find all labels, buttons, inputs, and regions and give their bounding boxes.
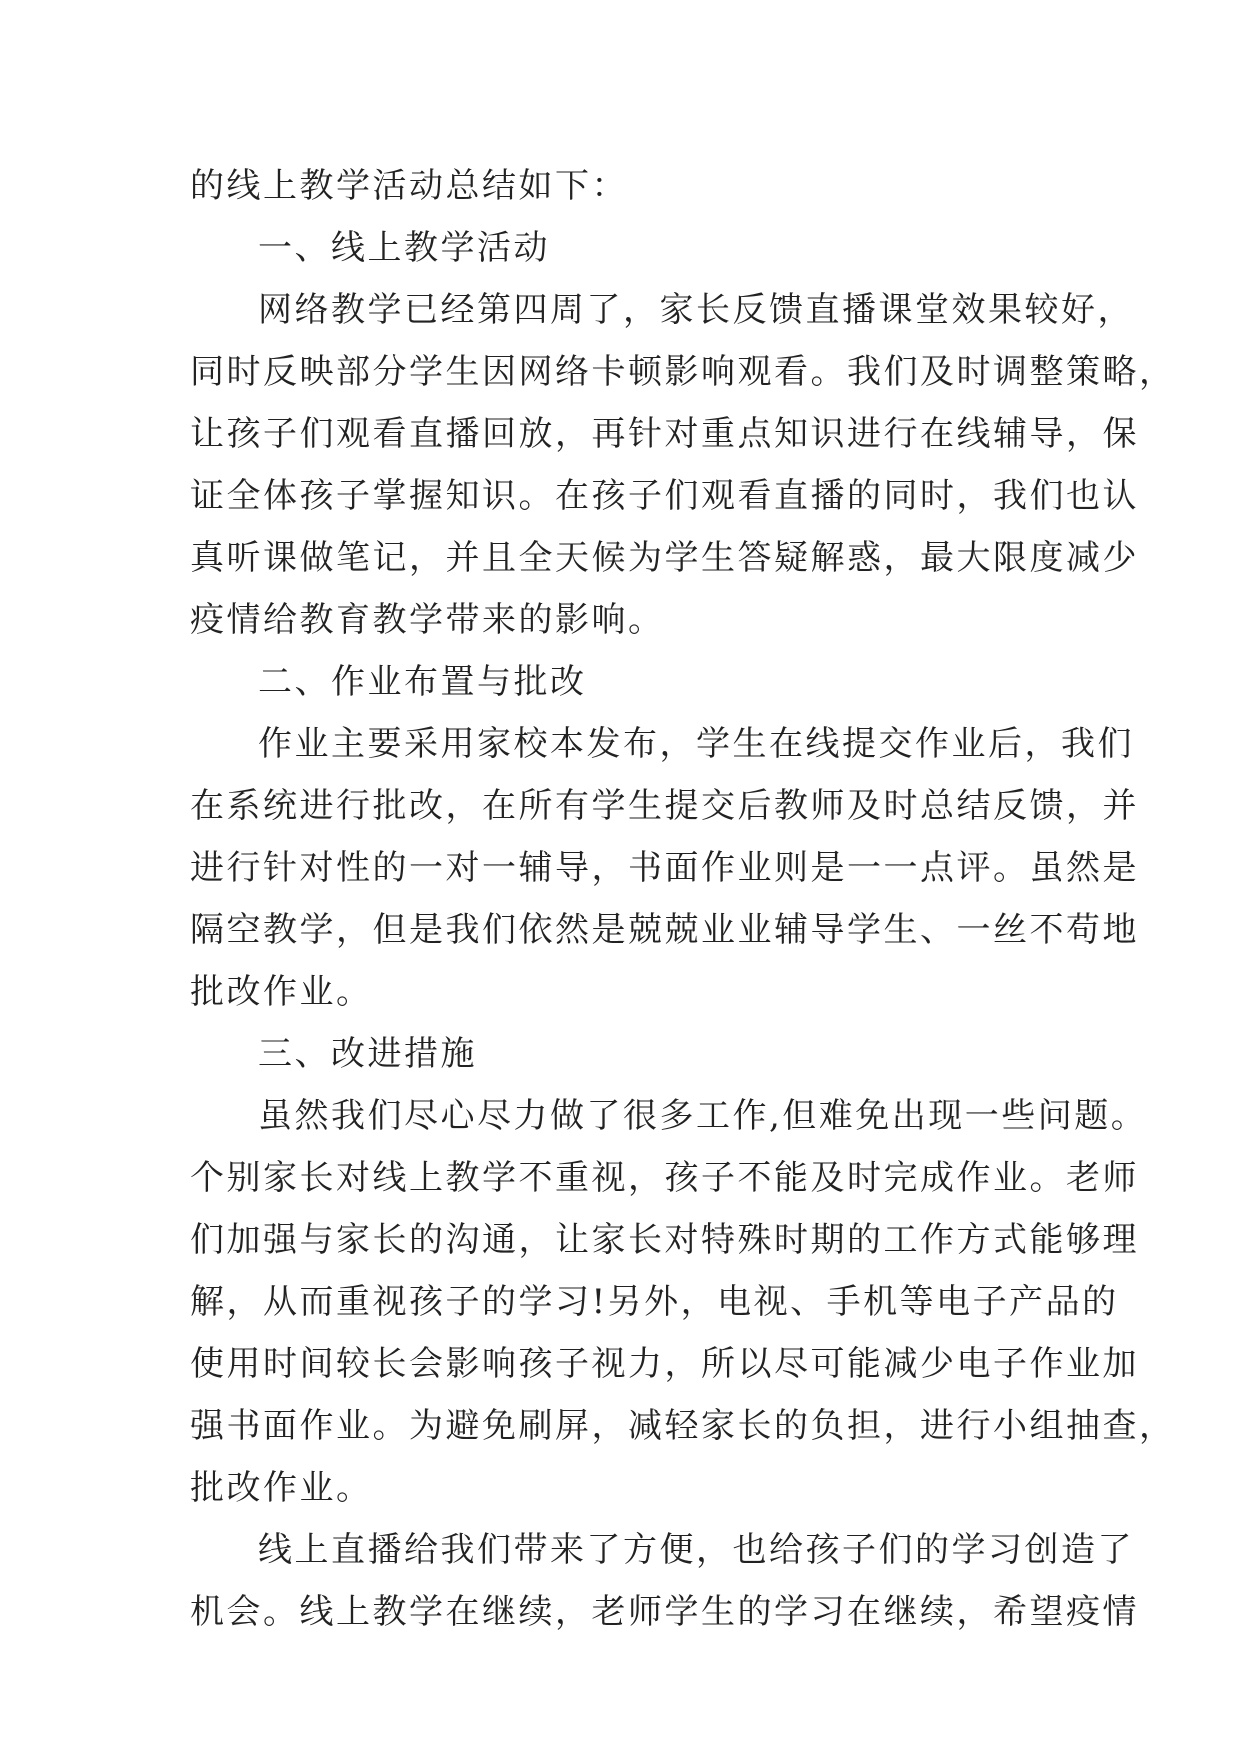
text-line: 线上直播给我们带来了方便，也给孩子们的学习创造了	[258, 1530, 1134, 1570]
section-heading-2	[190, 651, 1060, 713]
text-line: 让孩子们观看直播回放，再针对重点知识进行在线辅导，保	[190, 414, 1139, 454]
paragraph-homework	[190, 713, 1139, 1023]
paragraph-closing	[190, 1519, 1139, 1643]
text-line: 批改作业。	[190, 972, 373, 1012]
text-line: 的线上教学活动总结如下：	[190, 166, 628, 206]
text-line: 真听课做笔记，并且全天候为学生答疑解惑，最大限度减少	[190, 538, 1139, 578]
text-line: 网络教学已经第四周了，家长反馈直播课堂效果较好，	[258, 290, 1134, 330]
text-line: 强书面作业。为避免刷屏，减轻家长的负担，进行小组抽查，	[190, 1406, 1176, 1446]
text-line: 同时反映部分学生因网络卡顿影响观看。我们及时调整策略，	[190, 352, 1176, 392]
text-line: 们加强与家长的沟通，让家长对特殊时期的工作方式能够理	[190, 1220, 1139, 1260]
paragraph-online-teaching	[190, 279, 1176, 651]
text-line: 个别家长对线上教学不重视，孩子不能及时完成作业。老师	[190, 1158, 1139, 1198]
text-line: 隔空教学，但是我们依然是兢兢业业辅导学生、一丝不苟地	[190, 910, 1139, 950]
section-heading-3	[190, 1023, 1060, 1085]
text-line: 机会。线上教学在继续，老师学生的学习在继续，希望疫情	[190, 1592, 1139, 1632]
text-line: 批改作业。	[190, 1468, 373, 1508]
heading-homework: 二、作业布置与批改	[258, 662, 587, 702]
text-line: 在系统进行批改，在所有学生提交后教师及时总结反馈，并	[190, 786, 1139, 826]
heading-improvements: 三、改进措施	[258, 1034, 477, 1074]
text-line: 使用时间较长会影响孩子视力，所以尽可能减少电子作业加	[190, 1344, 1139, 1384]
text-line: 进行针对性的一对一辅导，书面作业则是一一点评。虽然是	[190, 848, 1139, 888]
text-line: 虽然我们尽心尽力做了很多工作,但难免出现一些问题。	[258, 1096, 1148, 1136]
heading-online-teaching: 一、线上教学活动	[258, 228, 550, 268]
section-heading-1	[190, 217, 1060, 279]
text-line: 作业主要采用家校本发布，学生在线提交作业后，我们	[258, 724, 1134, 764]
text-line: 疫情给教育教学带来的影响。	[190, 600, 665, 640]
text-line: 证全体孩子掌握知识。在孩子们观看直播的同时，我们也认	[190, 476, 1139, 516]
document-body	[190, 155, 1176, 1643]
paragraph-improvements	[190, 1085, 1176, 1519]
text-line: 解，从而重视孩子的学习!另外，电视、手机等电子产品的	[190, 1282, 1119, 1322]
paragraph-intro	[190, 155, 1060, 217]
